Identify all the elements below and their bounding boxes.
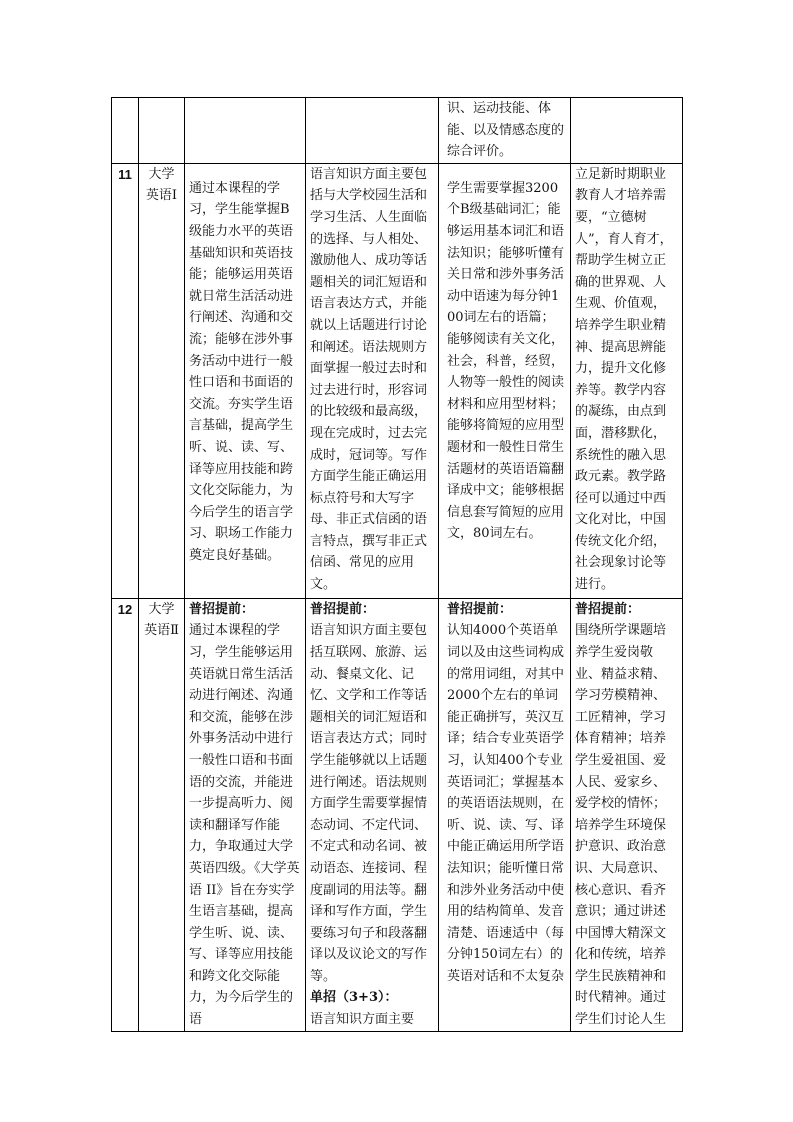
row-number: 12 [112, 598, 139, 1031]
section-text: 语言知识方面主要包括互联网、旅游、运动、餐桌文化、记忆、文学和工作等话题相关的词汇短语和语言表达方式；同时学生能够就以上话题进行阐述。语法规则方面学生需要掌握情态动词、不定代词、不定式和动名词、被动语态、连接词、程度副词的用法等。翻译和写作方面，学生要练习句子和段落翻译以及议论文的写作等。 [310, 623, 428, 984]
course-name: 大学英语Ⅱ [139, 598, 185, 1031]
course-name: 大学英语Ⅰ [139, 163, 185, 598]
course-objectives: 通过本课程的学习，学生能掌握B级能力水平的英语基础知识和英语技能；能够运用英语就日常生活活动进行阐述、沟通和交流；能够在涉外事务活动中进行一般性口语和书面语的交流。夯实学生语言基础，提高学生听、说、读、写、译等应用技能和跨文化交际能力，为今后学生的语言学习、职场工作能力奠定良好基础。 [185, 163, 306, 598]
section-heading: 普招提前： [575, 601, 641, 617]
section-text: 语言知识方面主要 [310, 1012, 415, 1028]
section-heading: 普招提前： [447, 601, 513, 617]
row-number: 11 [112, 163, 139, 598]
ideological-elements [571, 598, 683, 1031]
ideological-elements [571, 98, 683, 164]
course-table [111, 97, 683, 1032]
course-name [139, 98, 185, 164]
course-requirements: 识、运动技能、体能、以及情感态度的综合评价。 [439, 98, 571, 164]
section-text: 通过本课程的学习，学生能够运用英语就日常生活活动进行阐述、沟通和交流，能够在涉外事务活动中进行一般性口语和书面语的交流，并能进一步提高听力、阅读和翻译写作能力，争取通过大学英语四级。《大学英语 II》旨在夯实学生语言基础，提高学生听、说、读、写、译等应用技能和跨文化交际能力，为今后学生的语 [189, 623, 300, 1028]
section-heading: 单招（3+3）： [310, 990, 398, 1006]
ideological-elements: 立足新时期职业教育人才培养需要，“立德树人”，育人育才，帮助学生树立正确的世界观、人生观、价值观，培养学生职业精神、提高思辨能力，提升文化修养等。教学内容的凝练，由点到面，潜移默化，系统性的融入思政元素。教学路径可以通过中西文化对比，中国传统文化介绍，社会现象讨论等进行。 [571, 163, 683, 598]
section-heading: 普招提前： [310, 601, 376, 617]
course-requirements: 学生需要掌握3200个B级基础词汇；能够运用基本词汇和语法知识；能够听懂有关日常和涉外事务活动中语速为每分钟100词左右的语篇；能够阅读有关文化，社会，科普，经贸，人物等一般性的阅读材料和应用型材料；能够将简短的应用型题材和一般性日常生活题材的英语语篇翻译成中文；能够根据信息套写简短的应用文，80词左右。 [439, 163, 571, 598]
table-row [112, 598, 683, 1031]
table-row [112, 98, 683, 164]
row-number [112, 98, 139, 164]
table-row [112, 163, 683, 598]
section-text: 围绕所学课题培养学生爱岗敬业、精益求精、学习劳模精神、工匠精神，学习体育精神；培养学生爱祖国、爱人民、爱家乡、爱学校的情怀；培养学生环境保护意识、政治意识、大局意识、核心意识、看齐意识；通过讲述中国博大精深文化和传统，培养学生民族精神和时代精神。通过学生们讨论人生 [575, 623, 667, 1028]
course-content: 语言知识方面主要包括与大学校园生活和学习生活、人生面临的选择、与人相处、激励他人、成功等话题相关的词汇短语和语言表达方式，并能就以上话题进行讨论和阐述。语法规则方面掌握一般过去时和过去进行时，形容词的比较级和最高级，现在完成时，过去完成时，冠词等。写作方面学生能正确运用标点符号和大写字母、非正式信函的语言特点，撰写非正式信函、常见的应用文。 [306, 163, 439, 598]
course-content [306, 98, 439, 164]
course-objectives [185, 598, 306, 1031]
course-objectives [185, 98, 306, 164]
section-heading: 普招提前： [189, 601, 255, 617]
course-content [306, 598, 439, 1031]
course-requirements [439, 598, 571, 1031]
section-text: 认知4000个英语单词以及由这些词构成的常用词组，对其中2000个左右的单词能正确拼写，英汉互译；结合专业英语学习，认知400个专业英语词汇；掌握基本的英语语法规则，在听、说、读、写、译中能正确运用所学语法知识；能听懂日常和涉外业务活动中使用的结构简单、发音清楚、语速适中（每分钟150词左右）的英语对话和不太复杂 [447, 623, 565, 984]
